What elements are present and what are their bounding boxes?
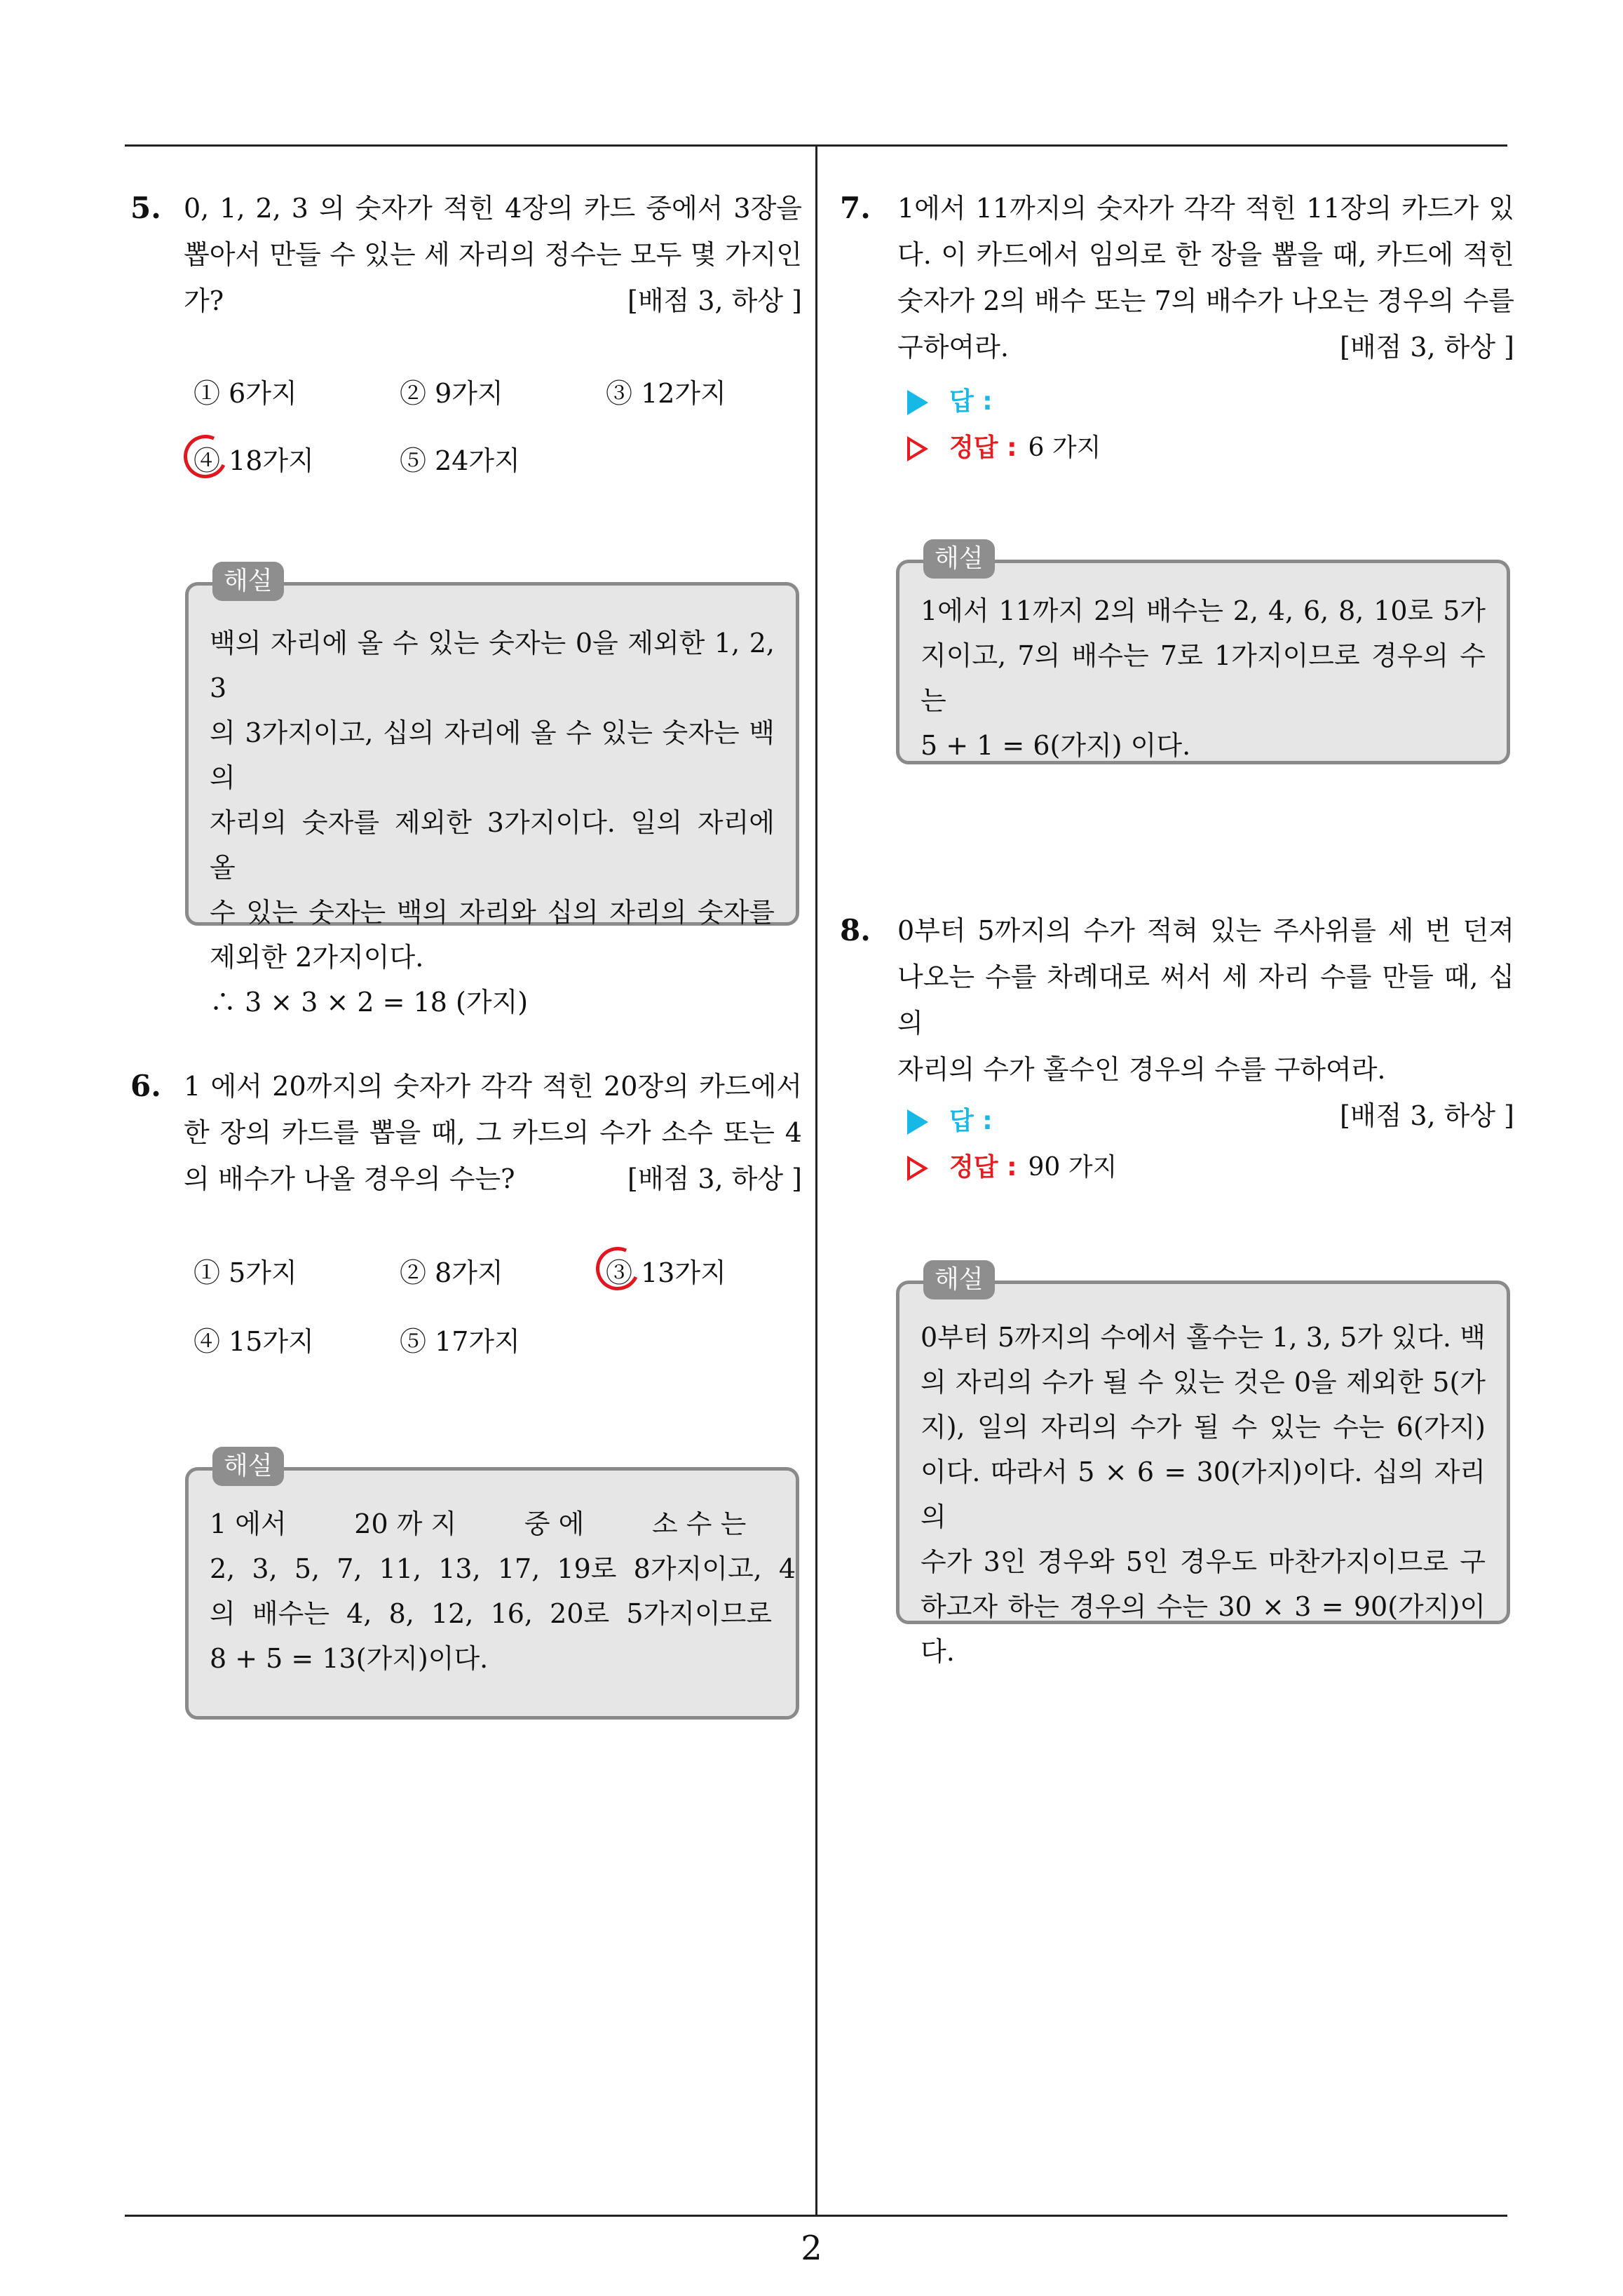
q8-explain-line: 의 자리의 수가 될 수 있는 것은 0을 제외한 5(가 bbox=[921, 1367, 1486, 1398]
question-7-score: [배점 3, 하상 ] bbox=[1340, 332, 1514, 363]
question-7-number: 7. bbox=[840, 191, 871, 225]
question-8-score: [배점 3, 하상 ] bbox=[1340, 1100, 1514, 1131]
q7-correct-label: 정답 : bbox=[949, 433, 1017, 462]
q7-answer-label: 답 : bbox=[949, 387, 993, 416]
play-triangle-icon bbox=[907, 390, 928, 415]
q6-explanation-box bbox=[185, 1452, 799, 1720]
q7-correct-value: 6 가지 bbox=[1028, 433, 1101, 462]
question-6-number: 6. bbox=[130, 1069, 161, 1103]
question-6-score: [배점 3, 하상 ] bbox=[627, 1163, 802, 1194]
q5-choice-1[interactable]: ① 6가지 bbox=[193, 378, 297, 409]
q8-correct-row bbox=[907, 1147, 1117, 1183]
q8-explain-line: 이다. 따라서 5 × 6 = 30(가지)이다. 십의 자리의 bbox=[921, 1457, 1486, 1532]
question-5-text bbox=[184, 185, 802, 324]
play-triangle-icon bbox=[907, 1109, 928, 1135]
q8-explain-line: 지), 일의 자리의 수가 될 수 있는 수는 6(가지) bbox=[921, 1412, 1486, 1443]
q8-explain-line: 0부터 5까지의 수에서 홀수는 1, 3, 5가 있다. 백 bbox=[921, 1322, 1486, 1353]
q6-choice-3[interactable]: ③ 13가지 bbox=[606, 1257, 726, 1288]
page-number: 2 bbox=[801, 2229, 822, 2268]
q5-explain-line: 의 3가지이고, 십의 자리에 올 수 있는 숫자는 백의 bbox=[210, 717, 775, 793]
q7-explain-line: 지이고, 7의 배수는 7로 1가지이므로 경우의 수는 bbox=[921, 640, 1486, 716]
question-7-line3: 숫자가 2의 배수 또는 7의 배수가 나오는 경우의 수를 bbox=[897, 285, 1514, 316]
q5-explain-line: 수 있는 숫자는 백의 자리와 십의 자리의 숫자를 bbox=[210, 897, 775, 928]
bottom-rule bbox=[125, 2215, 1507, 2217]
q5-choice-5[interactable]: ⑤ 24가지 bbox=[400, 445, 520, 476]
outline-triangle-icon bbox=[907, 436, 928, 461]
q7-answer-row bbox=[907, 381, 993, 417]
q6-explanation-tab: 해설 bbox=[212, 1447, 284, 1486]
q8-answer-label: 답 : bbox=[949, 1107, 993, 1135]
q7-explain-line: 1에서 11까지 2의 배수는 2, 4, 6, 8, 10로 5가 bbox=[921, 595, 1486, 626]
q8-explain-line: 수가 3인 경우와 5인 경우도 마찬가지이므로 구 bbox=[921, 1546, 1486, 1577]
q8-explanation-box bbox=[896, 1265, 1510, 1667]
q5-choice-4[interactable]: ④ 18가지 bbox=[193, 445, 314, 476]
question-7-text bbox=[897, 185, 1514, 370]
q7-explanation-box bbox=[896, 544, 1510, 764]
q5-explain-line: ∴ 3 × 3 × 2 = 18 (가지) bbox=[210, 987, 529, 1018]
question-7-line2: 다. 이 카드에서 임의로 한 장을 뽑을 때, 카드에 적힌 bbox=[897, 239, 1514, 270]
q5-explanation-box bbox=[185, 567, 799, 1018]
q6-explain-line: 8 + 5 = 13(가지)이다. bbox=[210, 1643, 489, 1674]
question-8-line2: 나오는 수를 차례대로 써서 세 자리 수를 만들 때, 십의 bbox=[897, 961, 1514, 1039]
q6-choice-2[interactable]: ② 8가지 bbox=[400, 1257, 503, 1288]
question-5-line2: 뽑아서 만들 수 있는 세 자리의 정수는 모두 몇 가지인 bbox=[184, 239, 802, 270]
q8-correct-value: 90 가지 bbox=[1028, 1153, 1118, 1182]
q8-explanation-tab: 해설 bbox=[923, 1260, 995, 1299]
question-8-line3: 자리의 수가 홀수인 경우의 수를 구하여라. bbox=[897, 1054, 1386, 1085]
q6-explain-line: 2, 3, 5, 7, 11, 13, 17, 19로 8가지이고, 4 bbox=[210, 1553, 796, 1584]
q6-explain-line: 의 배수는 4, 8, 12, 16, 20로 5가지이므로 bbox=[210, 1598, 773, 1629]
question-5-line1: 0, 1, 2, 3 의 숫자가 적힌 4장의 카드 중에서 3장을 bbox=[184, 193, 802, 224]
q8-answer-row bbox=[907, 1101, 993, 1137]
question-5-number: 5. bbox=[130, 191, 161, 225]
q5-explain-line: 제외한 2가지이다. bbox=[210, 942, 424, 973]
question-5-line3: 가? bbox=[184, 285, 224, 316]
q5-choice-3[interactable]: ③ 12가지 bbox=[606, 378, 726, 409]
question-6-line1: 1 에서 20까지의 숫자가 각각 적힌 20장의 카드에서 bbox=[184, 1071, 802, 1102]
q6-explain-line: 1 에서 20 까 지 중 에 소 수 는 bbox=[210, 1508, 747, 1539]
question-8-number: 8. bbox=[840, 913, 871, 947]
q6-choice-5[interactable]: ⑤ 17가지 bbox=[400, 1326, 520, 1357]
q7-explain-line: 5 + 1 = 6(가지) 이다. bbox=[921, 730, 1191, 761]
question-7-line4: 구하여라. bbox=[897, 332, 1009, 363]
question-6-line2: 한 장의 카드를 뽑을 때, 그 카드의 수가 소수 또는 4 bbox=[184, 1117, 802, 1148]
question-5-score: [배점 3, 하상 ] bbox=[627, 285, 802, 316]
q5-explanation-tab: 해설 bbox=[212, 562, 284, 601]
q6-choice-1[interactable]: ① 5가지 bbox=[193, 1257, 297, 1288]
q6-choice-4[interactable]: ④ 15가지 bbox=[193, 1326, 314, 1357]
q8-correct-label: 정답 : bbox=[949, 1153, 1017, 1182]
q5-explain-line: 자리의 숫자를 제외한 3가지이다. 일의 자리에 올 bbox=[210, 807, 775, 883]
question-6-text bbox=[184, 1063, 802, 1202]
question-8-line1: 0부터 5까지의 수가 적혀 있는 주사위를 세 번 던져 bbox=[897, 915, 1514, 946]
question-7-line1: 1에서 11까지의 숫자가 각각 적힌 11장의 카드가 있 bbox=[897, 193, 1514, 224]
question-6-line3: 의 배수가 나올 경우의 수는? bbox=[184, 1163, 515, 1194]
q5-choice-2[interactable]: ② 9가지 bbox=[400, 378, 503, 409]
q8-explain-line: 하고자 하는 경우의 수는 30 × 3 = 90(가지)이다. bbox=[921, 1591, 1486, 1667]
q7-explanation-tab: 해설 bbox=[923, 539, 995, 579]
q7-correct-row bbox=[907, 428, 1101, 464]
outline-triangle-icon bbox=[907, 1156, 928, 1181]
q5-explain-line: 백의 자리에 올 수 있는 숫자는 0을 제외한 1, 2, 3 bbox=[210, 628, 775, 703]
column-divider bbox=[815, 146, 817, 2215]
